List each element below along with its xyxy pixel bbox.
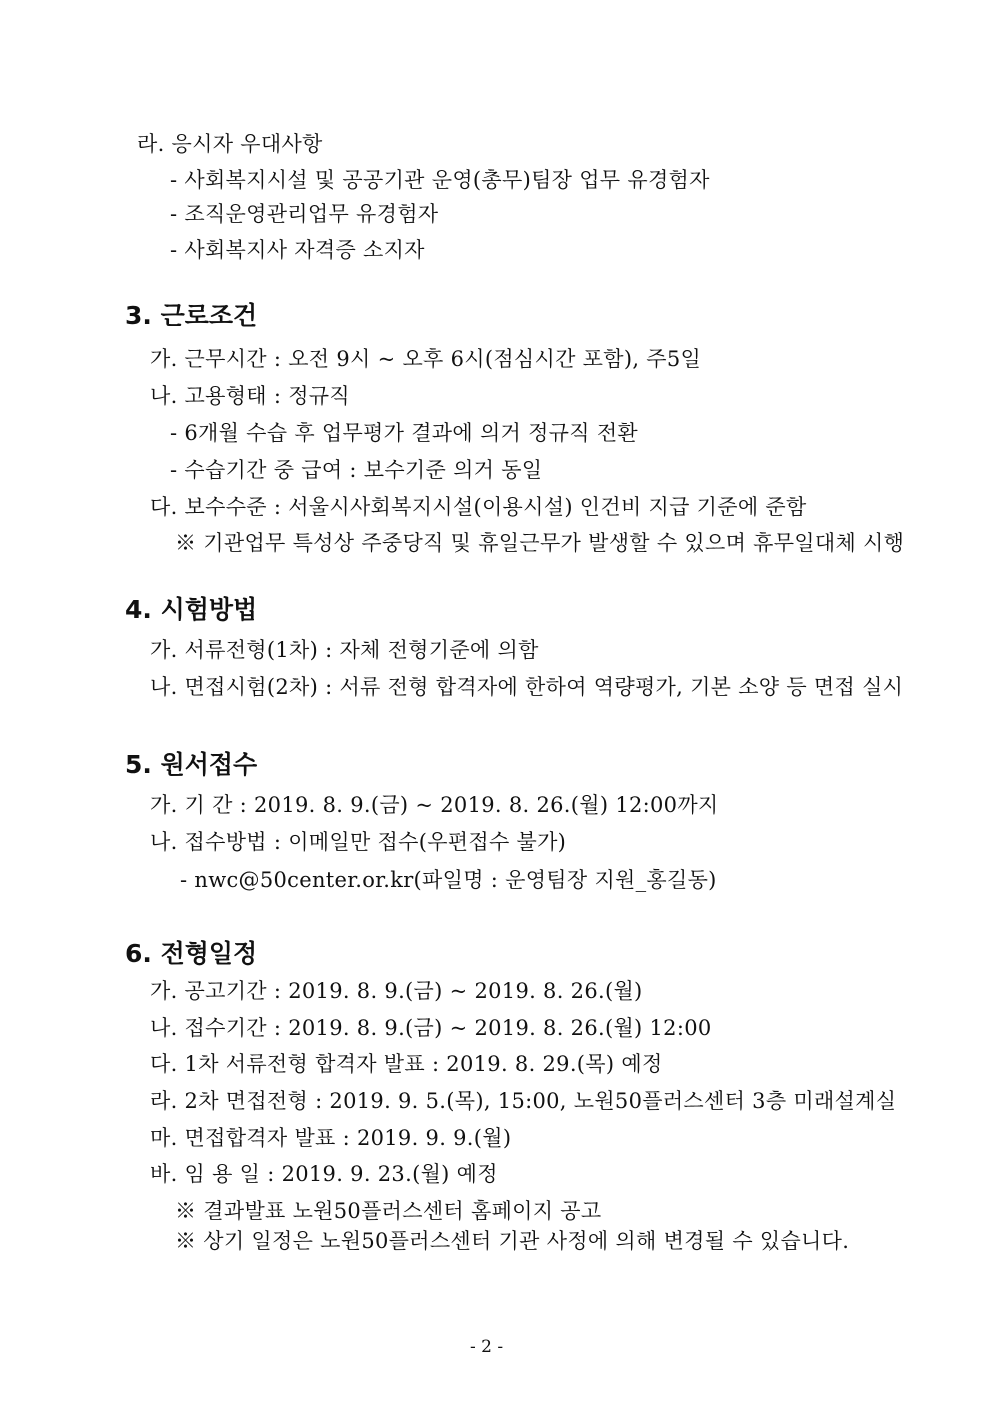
section-heading-schedule: 6. 전형일정 bbox=[125, 939, 258, 968]
working-hours-line: 가. 근무시간 : 오전 9시 ~ 오후 6시(점심시간 포함), 주5일 bbox=[150, 347, 702, 371]
section-heading-working-conditions: 3. 근로조건 bbox=[125, 301, 258, 330]
preference-item: - 사회복지시설 및 공공기관 운영(총무)팀장 업무 유경험자 bbox=[170, 168, 710, 192]
schedule-line: 나. 접수기간 : 2019. 8. 9.(금) ~ 2019. 8. 26.(월) 12:00 bbox=[150, 1016, 712, 1040]
section-heading-application: 5. 원서접수 bbox=[125, 750, 258, 779]
probation-pay-line: - 수습기간 중 급여 : 보수기준 의거 동일 bbox=[170, 458, 543, 482]
schedule-line: 가. 공고기간 : 2019. 8. 9.(금) ~ 2019. 8. 26.(월) bbox=[150, 979, 643, 1003]
application-method-line: 나. 접수방법 : 이메일만 접수(우편접수 불가) bbox=[150, 830, 567, 854]
note-line: ※ 상기 일정은 노원50플러스센터 기관 사정에 의해 변경될 수 있습니다. bbox=[175, 1229, 850, 1253]
preference-title: 라. 응시자 우대사항 bbox=[137, 132, 323, 156]
schedule-line: 다. 1차 서류전형 합격자 발표 : 2019. 8. 29.(목) 예정 bbox=[150, 1052, 663, 1076]
employment-type-line: 나. 고용형태 : 정규직 bbox=[150, 384, 350, 408]
document-screening-line: 가. 서류전형(1차) : 자체 전형기준에 의함 bbox=[150, 638, 539, 662]
note-line: ※ 기관업무 특성상 주중당직 및 휴일근무가 발생할 수 있으며 휴무일대체 시행 bbox=[175, 531, 905, 555]
interview-line: 나. 면접시험(2차) : 서류 전형 합격자에 한하여 역량평가, 기본 소양 등 면접 실시 bbox=[150, 675, 904, 699]
schedule-line: 마. 면접합격자 발표 : 2019. 9. 9.(월) bbox=[150, 1126, 512, 1150]
preference-item: - 사회복지사 자격증 소지자 bbox=[170, 238, 425, 262]
section-heading-exam-method: 4. 시험방법 bbox=[125, 595, 258, 624]
application-email-line: - nwc@50center.or.kr(파일명 : 운영팀장 지원_홍길동) bbox=[180, 868, 717, 892]
schedule-line: 라. 2차 면접전형 : 2019. 9. 5.(목), 15:00, 노원50플러스센터 3층 미래설계실 bbox=[150, 1089, 897, 1113]
page-number: - 2 - bbox=[470, 1337, 504, 1357]
preference-item: - 조직운영관리업무 유경험자 bbox=[170, 202, 439, 226]
note-line: ※ 결과발표 노원50플러스센터 홈페이지 공고 bbox=[175, 1199, 602, 1223]
probation-line: - 6개월 수습 후 업무평가 결과에 의거 정규직 전환 bbox=[170, 421, 638, 445]
application-period-line: 가. 기 간 : 2019. 8. 9.(금) ~ 2019. 8. 26.(월) 12:00까지 bbox=[150, 793, 719, 817]
schedule-line: 바. 임 용 일 : 2019. 9. 23.(월) 예정 bbox=[150, 1162, 498, 1186]
salary-line: 다. 보수수준 : 서울시사회복지시설(이용시설) 인건비 지급 기준에 준함 bbox=[150, 495, 807, 519]
